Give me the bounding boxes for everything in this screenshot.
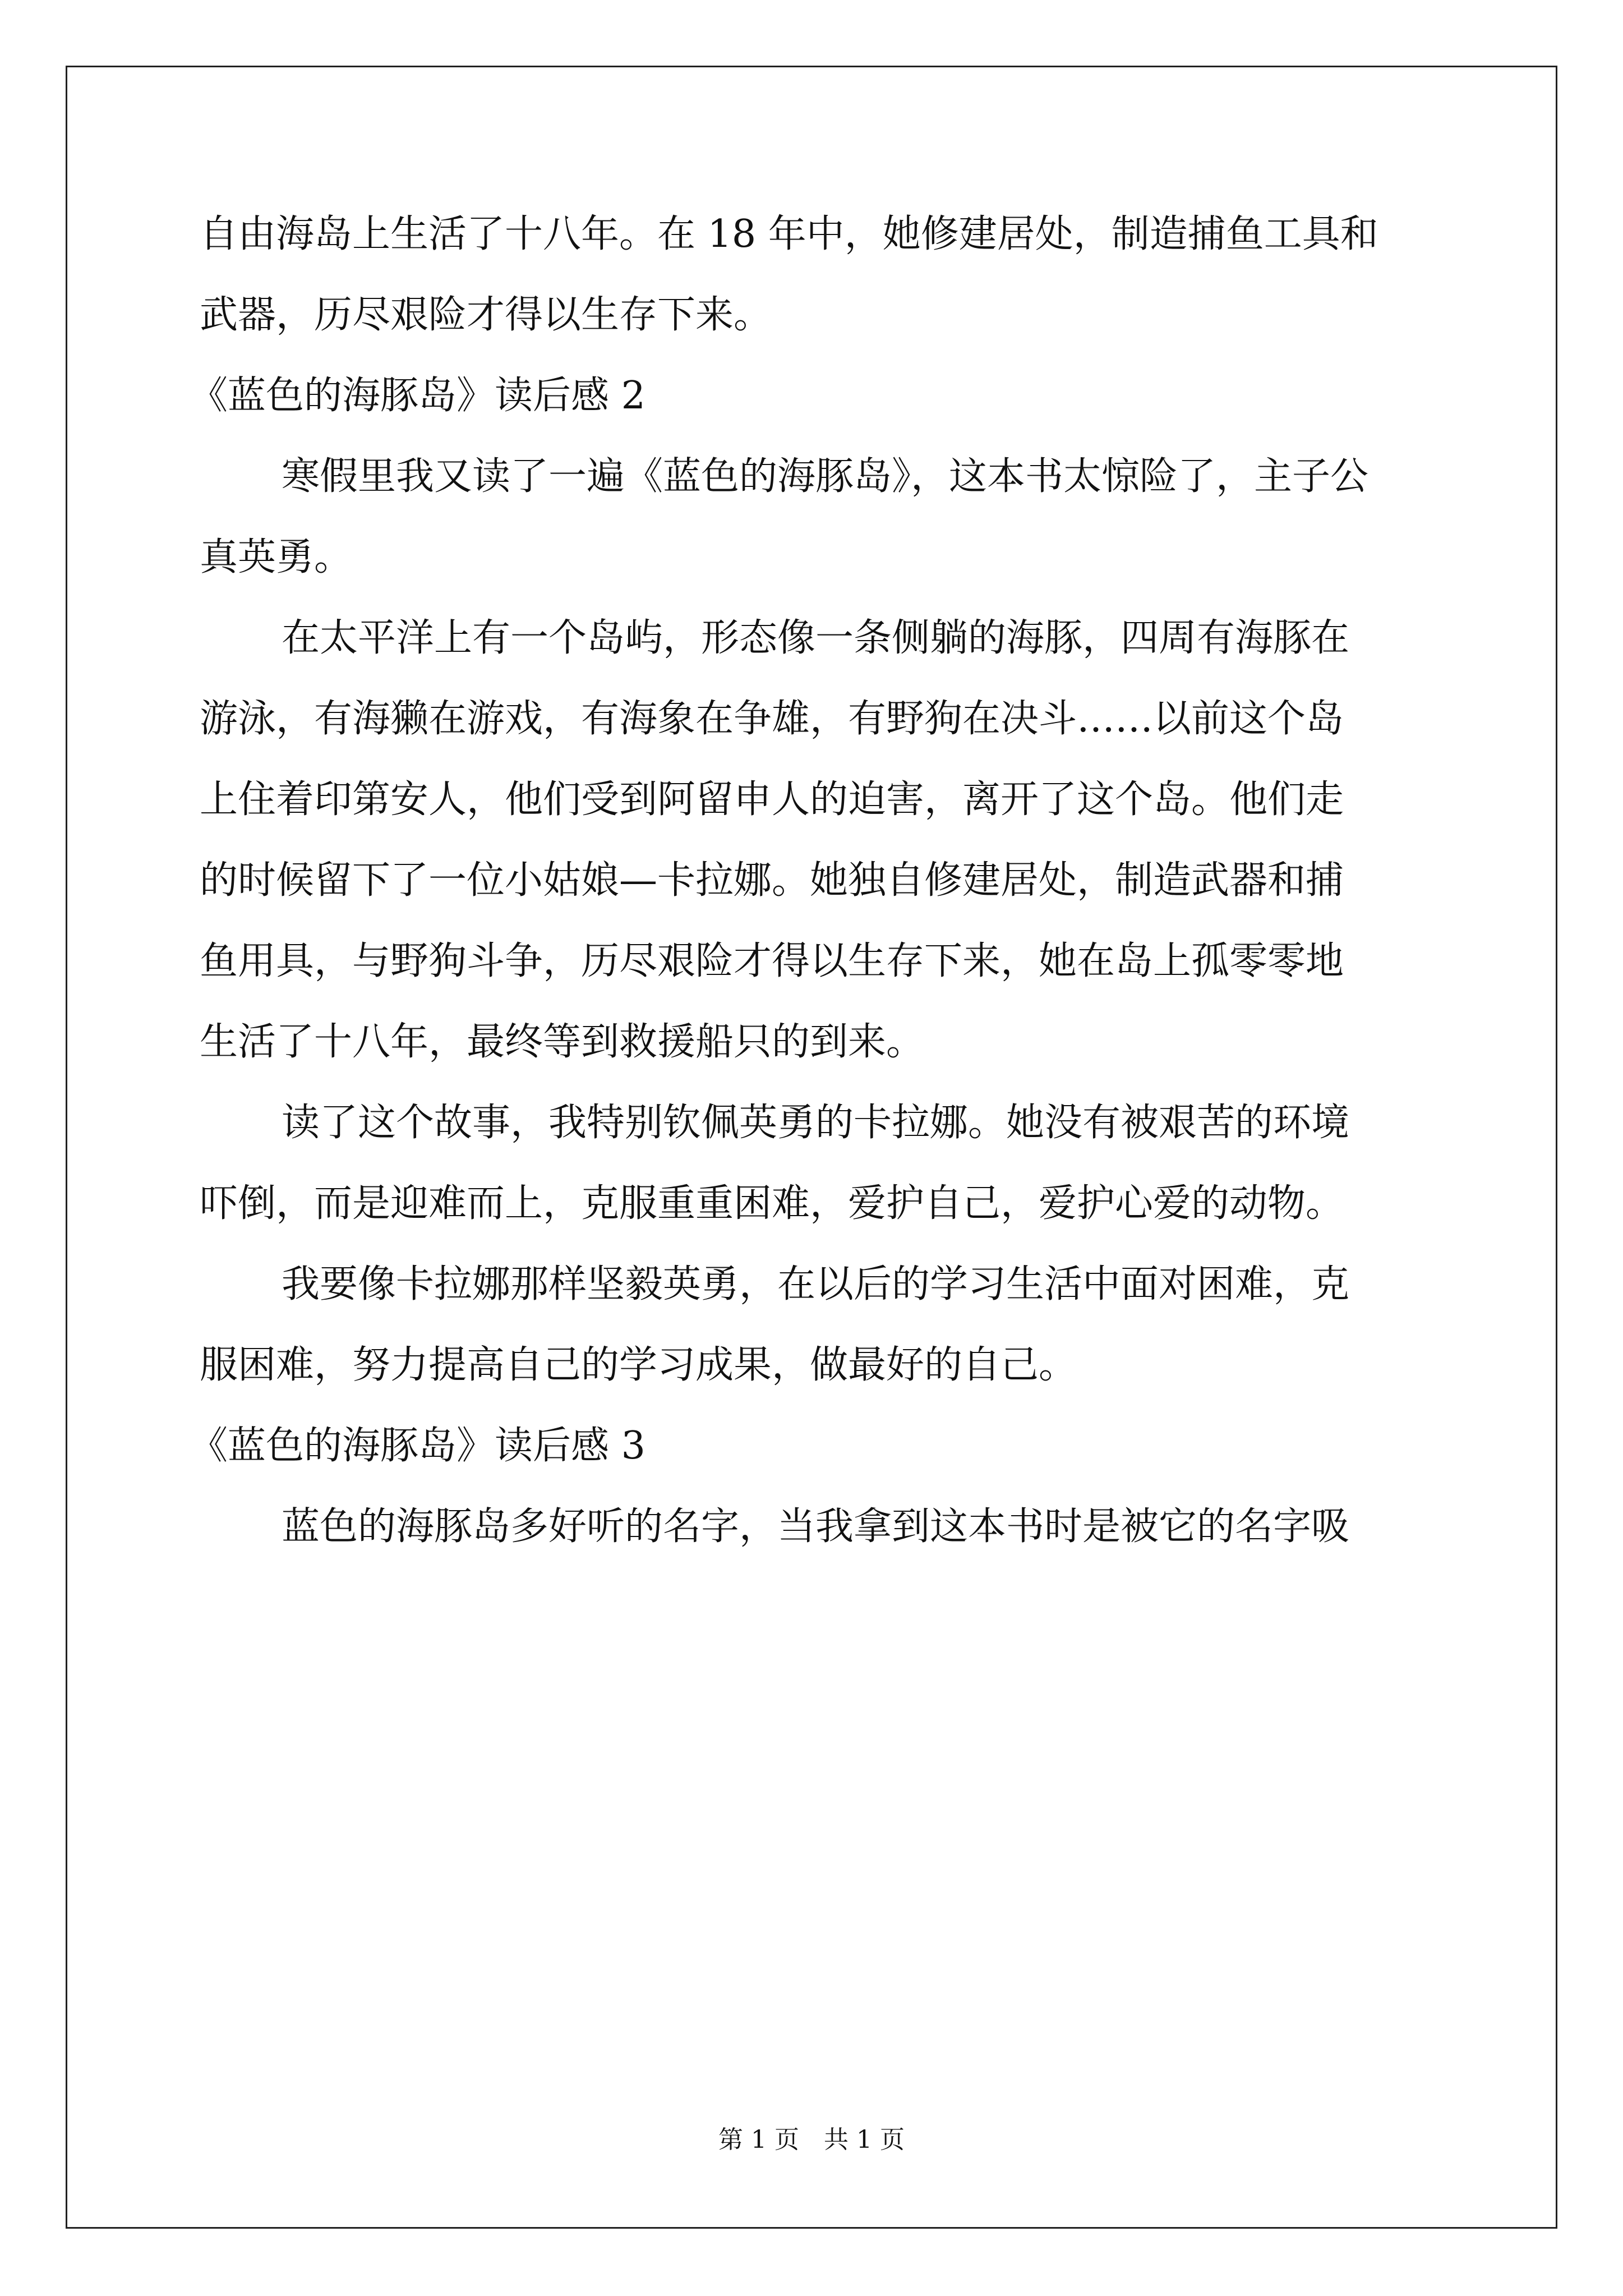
- text-line: 吓倒，而是迎难而上，克服重重困难，爱护自己，爱护心爱的动物。: [200, 1181, 1344, 1226]
- text-line: 上住着印第安人，他们受到阿留申人的迫害，离开了这个岛。他们走: [200, 777, 1344, 822]
- text-line: 游泳，有海獭在游戏，有海象在争雄，有野狗在决斗……以前这个岛: [200, 697, 1344, 741]
- text-line: 读了这个故事，我特别钦佩英勇的卡拉娜。她没有被艰苦的环境: [282, 1101, 1350, 1145]
- page-footer: 第 1 页 共 1 页: [718, 2125, 905, 2154]
- text-line: 在太平洋上有一个岛屿，形态像一条侧躺的海豚，四周有海豚在: [282, 616, 1350, 660]
- text-line: 的时候留下了一位小姑娘—卡拉娜。她独自修建居处，制造武器和捕: [200, 858, 1344, 903]
- text-line: 生活了十八年，最终等到救援船只的到来。: [200, 1020, 925, 1064]
- text-line: 我要像卡拉娜那样坚毅英勇，在以后的学习生活中面对困难，克: [282, 1262, 1350, 1306]
- section-heading: 《蓝色的海豚岛》读后感 2: [190, 374, 645, 418]
- text-line: 自由海岛上生活了十八年。在 18 年中，她修建居处，制造捕鱼工具和: [200, 212, 1378, 256]
- text-line: 服困难，努力提高自己的学习成果，做最好的自己。: [200, 1343, 1077, 1387]
- text-line: 蓝色的海豚岛多好听的名字，当我拿到这本书时是被它的名字吸: [282, 1504, 1350, 1549]
- text-line: 武器，历尽艰险才得以生存下来。: [200, 293, 772, 337]
- section-heading: 《蓝色的海豚岛》读后感 3: [190, 1424, 645, 1468]
- text-line: 寒假里我又读了一遍《蓝色的海豚岛》，这本书太惊险了，主子公: [282, 454, 1369, 499]
- text-line: 鱼用具，与野狗斗争，历尽艰险才得以生存下来，她在岛上孤零零地: [200, 939, 1344, 983]
- text-line: 真英勇。: [200, 535, 353, 579]
